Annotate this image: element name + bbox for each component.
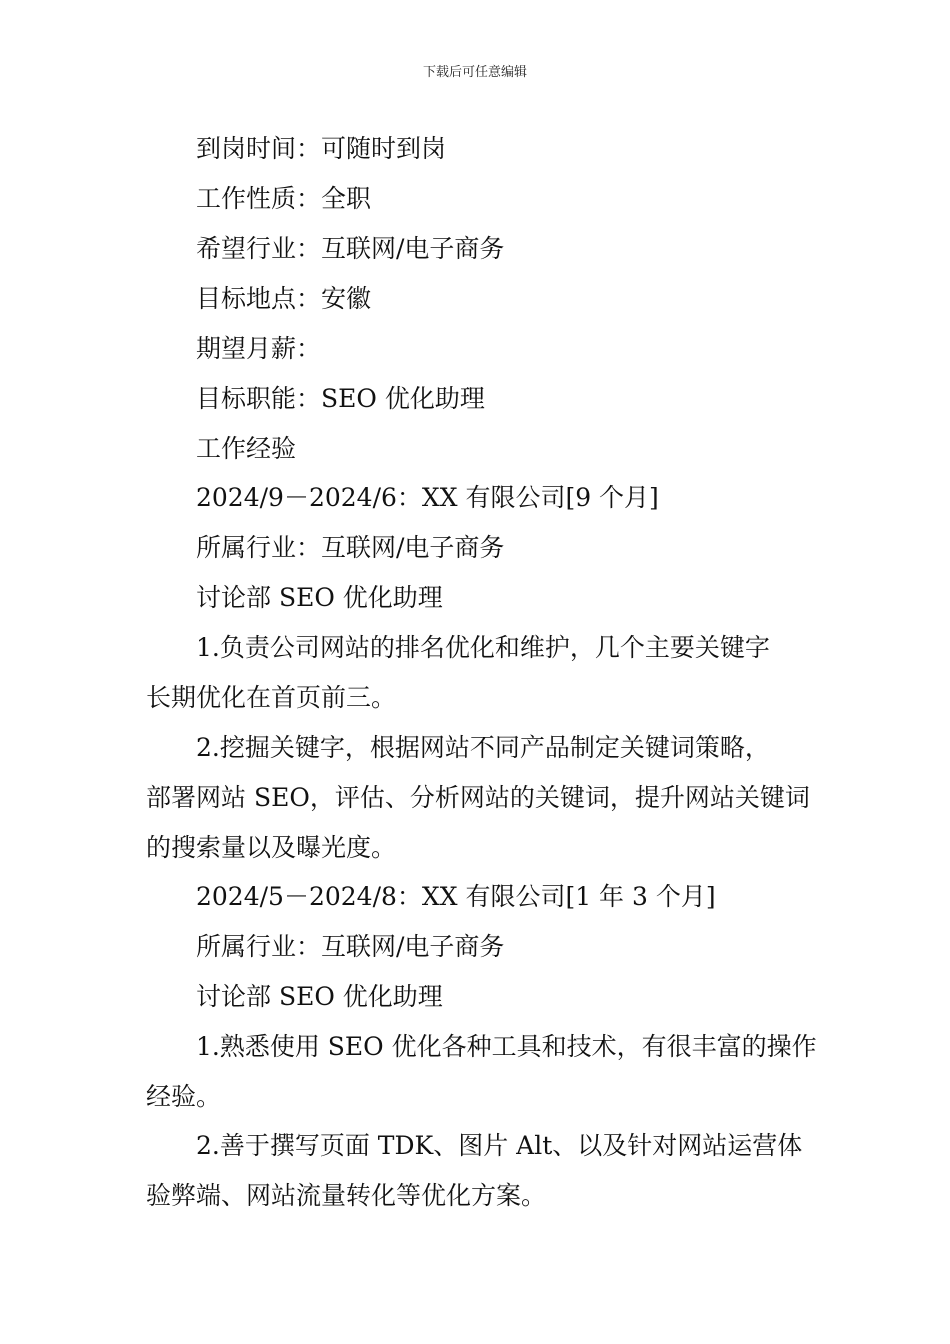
job-1-period: 2024/9－2024/6：XX 有限公司[9 个月] xyxy=(196,483,659,512)
desired-industry: 希望行业：互联网/电子商务 xyxy=(196,234,505,263)
job-2-duty-1-line-1: 1.熟悉使用 SEO 优化各种工具和技术，有很丰富的操作 xyxy=(196,1032,817,1061)
job-2-duty-1-line-2: 经验。 xyxy=(146,1082,222,1111)
job-1-industry: 所属行业：互联网/电子商务 xyxy=(196,533,505,562)
job-type: 工作性质：全职 xyxy=(196,184,372,213)
job-1-duty-1-line-2: 长期优化在首页前三。 xyxy=(146,683,397,712)
job-1-duty-2-line-1: 2.挖掘关键字，根据网站不同产品制定关键词策略， xyxy=(196,733,770,762)
job-1-duty-1-line-1: 1.负责公司网站的排名优化和维护，几个主要关键字 xyxy=(196,633,770,662)
job-2-duty-2-line-2: 验弊端、网站流量转化等优化方案。 xyxy=(146,1181,547,1210)
experience-heading: 工作经验 xyxy=(196,434,297,463)
target-function: 目标职能：SEO 优化助理 xyxy=(196,384,485,413)
expected-salary: 期望月薪： xyxy=(196,334,322,363)
job-1-role: 讨论部 SEO 优化助理 xyxy=(196,583,443,612)
target-location: 目标地点：安徽 xyxy=(196,284,372,313)
job-1-duty-2-line-2: 部署网站 SEO，评估、分析网站的关键词，提升网站关键词 xyxy=(146,783,810,812)
job-2-industry: 所属行业：互联网/电子商务 xyxy=(196,932,505,961)
header-note: 下载后可任意编辑 xyxy=(422,65,527,80)
job-2-period: 2024/5－2024/8：XX 有限公司[1 年 3 个月] xyxy=(196,882,716,911)
arrival-time: 到岗时间：可随时到岗 xyxy=(196,134,447,163)
job-1-duty-2-line-3: 的搜索量以及曝光度。 xyxy=(146,833,397,862)
job-2-duty-2-line-1: 2.善于撰写页面 TDK、图片 Alt、以及针对网站运营体 xyxy=(196,1131,803,1160)
job-2-role: 讨论部 SEO 优化助理 xyxy=(196,982,443,1011)
